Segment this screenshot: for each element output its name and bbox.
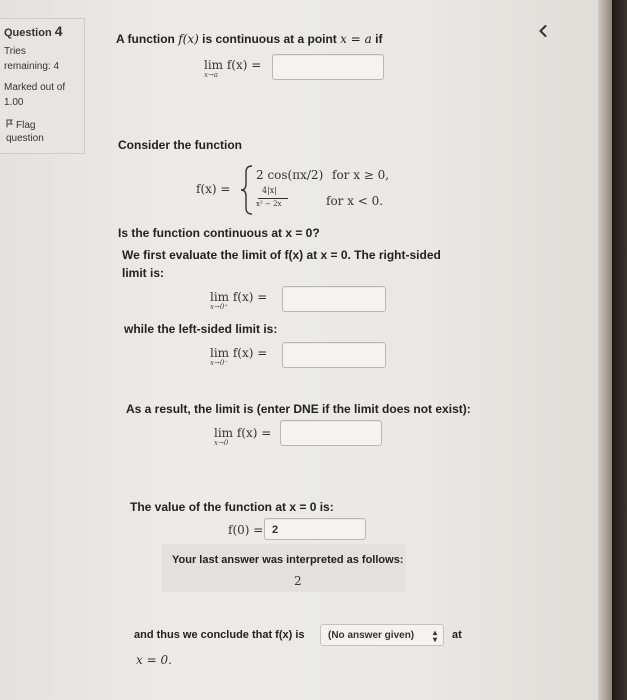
two-sided-limit <box>214 426 272 447</box>
marked-label: Marked out of <box>4 82 66 93</box>
page-edge-shadow <box>598 0 612 700</box>
while-text: while the left-sided limit is: <box>124 322 278 336</box>
flag-label[interactable]: Flag <box>16 120 36 131</box>
question-info-panel <box>0 18 85 154</box>
flag-label-2[interactable]: question <box>6 133 44 144</box>
left-limit-expr: lim f(x) = <box>210 346 268 360</box>
left-limit-sub: x→0⁻ <box>210 359 228 367</box>
interpretation-box <box>162 544 406 592</box>
flag-icon <box>6 119 13 132</box>
tries-label: Tries <box>4 46 26 57</box>
question-number: 4 <box>54 23 63 39</box>
back-button[interactable] <box>536 26 550 40</box>
interpretation-value: 2 <box>294 574 302 588</box>
two-sided-limit-input[interactable] <box>280 420 382 446</box>
fraction-bar <box>258 198 288 199</box>
f0-label: f(0) = <box>228 523 264 537</box>
right-limit-sub: x→0⁺ <box>210 303 228 311</box>
conclusion-text-after: at <box>452 629 462 641</box>
question-label: Question <box>4 27 52 39</box>
intro-text-3: if <box>375 32 383 46</box>
intro-text-2: is continuous at a point <box>202 32 337 46</box>
left-brace-icon <box>240 164 254 216</box>
two-sided-limit-sub: x→0 <box>214 439 229 447</box>
continuity-select[interactable] <box>320 624 444 646</box>
value-text: The value of the function at x = 0 is: <box>130 500 334 514</box>
f0-input[interactable]: 2 <box>264 518 366 540</box>
flag-question-link[interactable] <box>6 119 44 145</box>
definition-limit-input[interactable] <box>272 54 384 80</box>
dark-background-strip <box>612 0 627 700</box>
evaluate-text-1: We first evaluate the limit of f(x) at x = 0. The right-sided <box>122 248 441 262</box>
definition-limit-expr: lim f(x) = <box>204 58 262 72</box>
up-down-arrows-icon: ▴ ▾ <box>432 628 437 644</box>
conclusion-line2: x = 0. <box>136 653 172 667</box>
continuity-definition <box>116 32 382 46</box>
intro-text: A function <box>116 32 175 46</box>
question-text: Is the function continuous at x = 0? <box>118 226 320 240</box>
chevron-left-icon <box>538 24 548 42</box>
question-number-heading <box>4 23 63 39</box>
left-limit <box>210 346 268 367</box>
tries-remaining: remaining: 4 <box>4 61 60 72</box>
definition-limit <box>204 58 262 79</box>
piecewise-lhs: f(x) = <box>196 182 231 196</box>
intro-cond: x = a <box>340 32 372 46</box>
result-text: As a result, the limit is (enter DNE if the limit does not exist): <box>126 402 471 416</box>
definition-limit-sub: x→a <box>204 71 218 79</box>
left-limit-input[interactable] <box>282 342 386 368</box>
case2-numerator: 4|x| <box>262 186 277 195</box>
right-limit <box>210 290 268 311</box>
consider-text: Consider the function <box>118 138 242 152</box>
marked-value: 1.00 <box>4 97 24 108</box>
evaluate-text-2: limit is: <box>122 266 165 280</box>
conclusion-text: and thus we conclude that f(x) is <box>134 629 305 641</box>
right-limit-expr: lim f(x) = <box>210 290 268 304</box>
intro-fx: f(x) <box>178 32 199 46</box>
right-limit-input[interactable] <box>282 286 386 312</box>
case1-condition: for x ≥ 0, <box>332 168 390 182</box>
interpretation-label: Your last answer was interpreted as follows: <box>172 554 404 566</box>
case2-condition: for x < 0. <box>326 194 384 208</box>
two-sided-limit-expr: lim f(x) = <box>214 426 272 440</box>
select-value: (No answer given) <box>328 629 415 641</box>
case1-expression: 2 cos(πx/2) <box>256 168 324 182</box>
case2-denominator: x² − 2x <box>256 200 282 208</box>
